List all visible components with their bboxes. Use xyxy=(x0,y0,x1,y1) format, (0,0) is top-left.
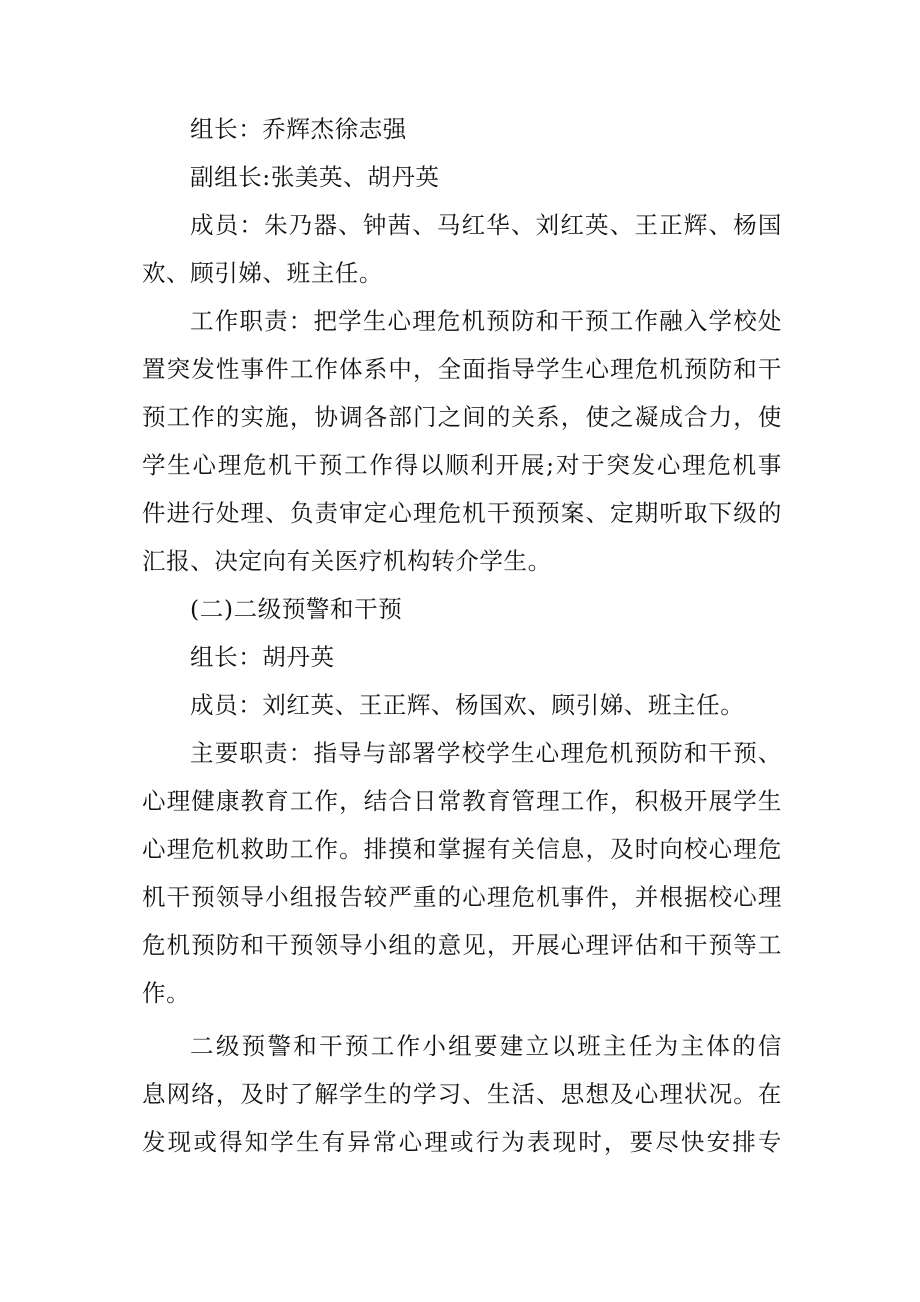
leader-line: 组长：乔辉杰徐志强 xyxy=(190,115,407,143)
duties-line-2: 置突发性事件工作体系中，全面指导学生心理危机预防和干 xyxy=(142,355,782,383)
section-heading: (二)二级预警和干预 xyxy=(190,595,403,623)
level2-members-line: 成员：刘红英、王正辉、杨国欢、顾引娣、班主任。 xyxy=(190,691,745,719)
network-line-3: 发现或得知学生有异常心理或行为表现时，要尽快安排专 xyxy=(142,1128,782,1156)
members-line-2: 欢、顾引娣、班主任。 xyxy=(142,259,383,287)
document-page xyxy=(142,105,782,1166)
network-line-2: 息网络，及时了解学生的学习、生活、思想及心理状况。在 xyxy=(142,1080,782,1108)
duties-line-4: 学生心理危机干预工作得以顺利开展;对于突发心理危机事 xyxy=(142,451,782,479)
main-duties-line-2: 心理健康教育工作，结合日常教育管理工作，积极开展学生 xyxy=(142,787,782,815)
network-line-1: 二级预警和干预工作小组要建立以班主任为主体的信 xyxy=(190,1032,782,1060)
main-duties-line-6: 作。 xyxy=(142,979,191,1007)
duties-line-3: 预工作的实施，协调各部门之间的关系，使之凝成合力，使 xyxy=(142,403,782,431)
main-duties-line-3: 心理危机救助工作。排摸和掌握有关信息，及时向校心理危 xyxy=(142,835,782,863)
level2-leader-line: 组长：胡丹英 xyxy=(190,643,335,671)
main-duties-line-4: 机干预领导小组报告较严重的心理危机事件，并根据校心理 xyxy=(142,883,782,911)
duties-line-6: 汇报、决定向有关医疗机构转介学生。 xyxy=(142,547,552,575)
duties-line-5: 件进行处理、负责审定心理危机干预预案、定期听取下级的 xyxy=(142,499,782,527)
main-duties-line-1: 主要职责：指导与部署学校学生心理危机预防和干预、 xyxy=(190,739,782,767)
duties-line-1: 工作职责：把学生心理危机预防和干预工作融入学校处 xyxy=(190,307,782,335)
main-duties-line-5: 危机预防和干预领导小组的意见，开展心理评估和干预等工 xyxy=(142,931,782,959)
deputy-leader-line: 副组长:张美英、胡丹英 xyxy=(190,163,440,191)
members-line-1: 成员：朱乃器、钟茜、马红华、刘红英、王正辉、杨国 xyxy=(190,211,782,239)
